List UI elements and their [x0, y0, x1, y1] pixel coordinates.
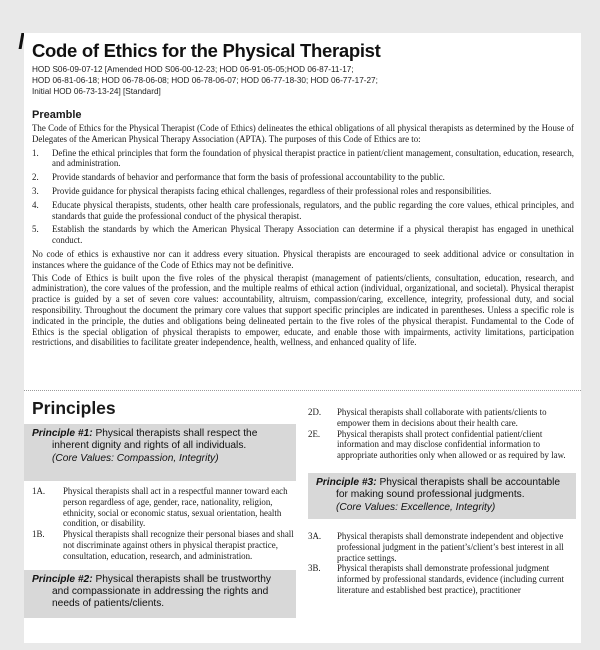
principle-statement-continued: and compassionate in addressing the rights and needs of patients/clients. [52, 585, 269, 610]
list-item [32, 148, 574, 170]
principles-heading: Principles [32, 398, 116, 418]
principle-statement: Physical therapists shall be accountable [379, 476, 561, 488]
principle-2-box [24, 570, 296, 618]
preamble-body [32, 123, 574, 348]
list-number: 5. [32, 224, 39, 235]
list-item [32, 186, 574, 197]
principle-label: Principle #1: [32, 428, 93, 439]
list-item [32, 224, 574, 246]
list-number: 3. [32, 185, 39, 196]
hod-references [32, 64, 552, 97]
hod-line: HOD S06-09-07-12 [Amended HOD S06-00-12-23; HOD 06-91-05-05;HOD 06-87-11-17; [32, 65, 354, 74]
list-text: Provide guidance for physical therapists facing ethical challenges, regardless of their professional roles and responsibilities. [52, 185, 492, 196]
item-text: Physical therapists shall protect confidential patient/client information and may disclose confidential information to appropriate authorities only when allowed or as required by law. [337, 428, 566, 461]
hod-line: Initial HOD 06-73-13-24] [Standard] [32, 87, 161, 96]
hod-line: HOD 06-81-06-18; HOD 06-78-06-08; HOD 06-78-06-07; HOD 06-77-18-30; HOD 06-77-17-27; [32, 76, 378, 85]
principle-label: Principle #3: [316, 476, 377, 488]
principle-label: Principle #2: [32, 573, 93, 585]
section-divider [24, 390, 581, 391]
item-text: Physical therapists shall act in a respectful manner toward each person regardless of age, gender, race, nationality, religion, ethnicity, social or economic status, sexual orientation, health condition, or disability. [63, 486, 288, 529]
item-text: Physical therapists shall collaborate with patients/clients to empower them in decisions about their health care. [337, 407, 547, 428]
page-title: Code of Ethics for the Physical Therapist [32, 40, 381, 61]
document-page [24, 33, 581, 643]
principle-statement: Physical therapists shall be trustworthy [95, 573, 271, 585]
item-number: 1A. [32, 486, 46, 496]
list-number: 4. [32, 199, 39, 210]
item-number: 3B. [308, 563, 321, 574]
core-values: (Core Values: Compassion, Integrity) [52, 452, 219, 464]
item-text: Physical therapists shall recognize their personal biases and shall not discriminate against others in physical therapist practice, consultation, education, research, and administration. [63, 529, 294, 561]
preamble-heading: Preamble [32, 109, 82, 121]
list-text: Provide standards of behavior and performance that form the basis of professional accountability to the public. [52, 172, 445, 183]
principle-statement-continued: inherent dignity and rights of all individuals. [52, 440, 247, 452]
list-item [32, 200, 574, 222]
preamble-paragraph: No code of ethics is exhaustive nor can it address every situation. Physical therapists are encouraged to seek additional advice or consultation in instances where the guidance of the Code of Ethics may not be definitive. [32, 248, 574, 270]
list-text: Educate physical therapists, students, other health care professionals, regulators, and the public regarding the core values, ethical principles, and standards that guide the professional conduct of the physical therapist. [52, 199, 574, 221]
principle-item [308, 531, 576, 563]
principle-item [32, 486, 296, 529]
purpose-list [32, 148, 574, 246]
principle-item [308, 407, 576, 429]
item-number: 3A. [308, 530, 322, 541]
principle-item [308, 429, 576, 461]
item-number: 2E. [308, 428, 321, 439]
list-text: Define the ethical principles that form the foundation of physical therapist practice in patient/client management, consultation, education, research, and administration. [52, 147, 574, 169]
item-number: 1B. [32, 529, 45, 540]
item-text: Physical therapists shall demonstrate independent and objective professional judgment in the patient’s/client’s best interest in all practice settings. [337, 530, 564, 563]
preamble-paragraph: This Code of Ethics is built upon the five roles of the physical therapist (management of patients/clients, consultation, education, research, and administration), the core values of the profession, and the multiple realms of ethical action (individual, organizational, and societal). Physical therapist practice is guided by a set of seven core values: accountability, altruism, compassion/caring, excellence, integrity, professional duty, and social responsibility. Throughout the document the primary core values that support specific principles are indicated in parentheses. Unless a specific role is indicated in the principle, the duties and obligations being delineated pertain to the five roles of the physical therapist. Fundamental to the Code of Ethics is the special obligation of physical therapists to empower, educate, and enable those with impairments, activity limitations, participation restrictions, and disabilities to facilitate greater independence, health, wellness, and enhanced quality of life. [32, 272, 574, 348]
list-item [32, 172, 574, 183]
item-text: Physical therapists shall demonstrate professional judgment informed by professional standards, evidence (including current literature and established best practice), practitioner [337, 563, 564, 595]
principle-item [32, 529, 296, 561]
core-values: (Core Values: Excellence, Integrity) [336, 501, 496, 513]
item-number: 2D. [308, 407, 322, 417]
principle-statement: Physical therapists shall respect the [95, 428, 258, 439]
principle-item [308, 563, 576, 595]
principles-left-column [24, 397, 296, 618]
list-number: 1. [32, 147, 39, 158]
principle-statement-continued: for making sound professional judgments. [336, 489, 525, 501]
list-text: Establish the standards by which the American Physical Therapy Association can determine if a physical therapist has engaged in unethical conduct. [52, 224, 574, 246]
preamble-intro: The Code of Ethics for the Physical Therapist (Code of Ethics) delineates the ethical obligations of all physical therapists as determined by the House of Delegates of the American Physical Therapy Association (APTA). The purposes of this Code of Ethics are to: [32, 123, 574, 144]
principle-3-box [308, 473, 576, 519]
principle-1-box [24, 424, 296, 481]
principles-right-column [308, 397, 576, 596]
list-number: 2. [32, 172, 39, 183]
